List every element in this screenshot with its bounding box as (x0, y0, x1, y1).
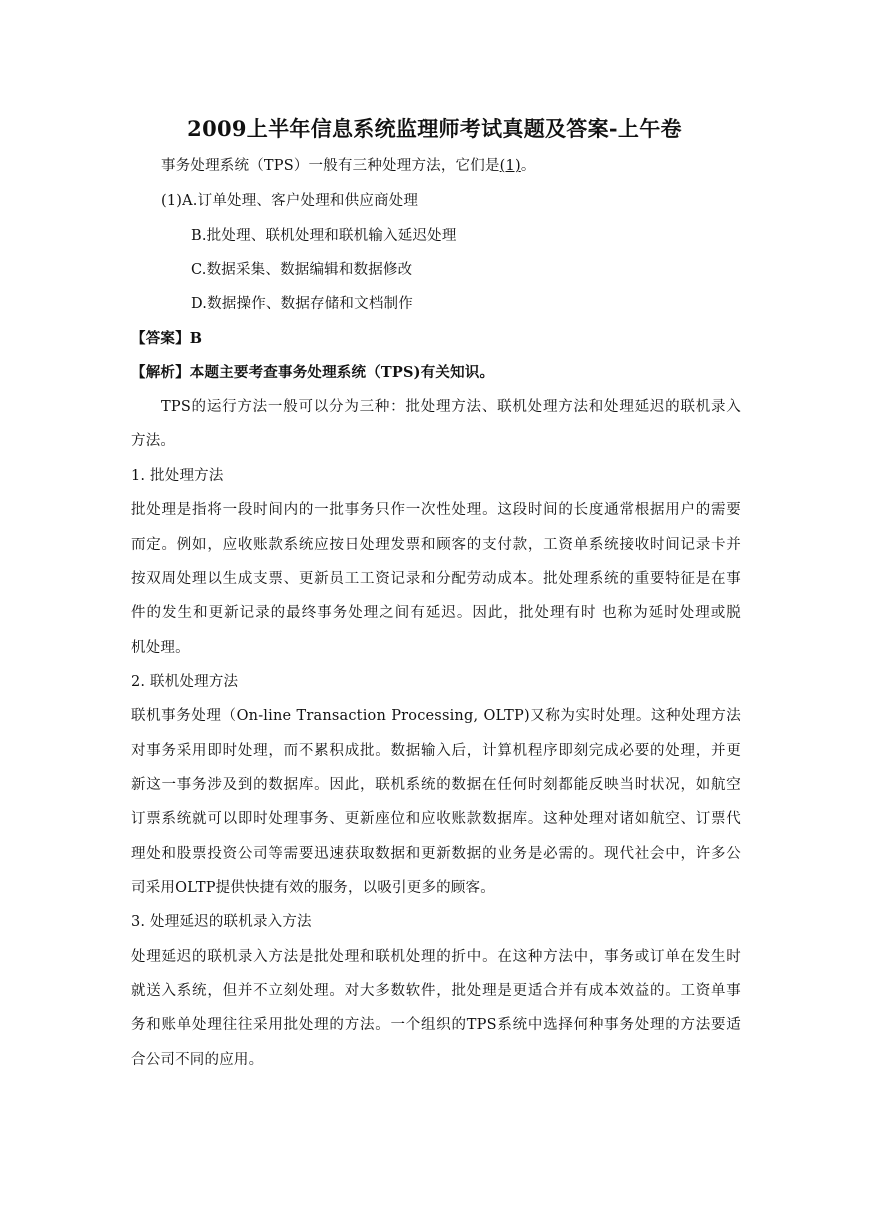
body-line: 处理延迟的联机录入方法是批处理和联机处理的折中。在这种方法中，事务或订单在发生时 (131, 949, 741, 965)
analysis-heading: 【解析】本题主要考查事务处理系统（TPS)有关知识。 (131, 364, 495, 381)
body-line: 件的发生和更新记录的最终事务处理之间有延迟。因此，批处理有时 也称为延时处理或脱 (131, 605, 741, 621)
question-stem (161, 156, 771, 176)
section-heading: 3. 处理延迟的联机录入方法 (131, 914, 312, 930)
option-a: (1)A.订单处理、客户处理和供应商处理 (161, 193, 419, 209)
body-line: 批处理是指将一段时间内的一批事务只作一次性处理。这段时间的长度通常根据用户的需要 (131, 502, 741, 518)
answer-line: 【答案】B (131, 330, 203, 347)
body-line: 联机事务处理（On-line Transaction Processing, OLTP)又称为实时处理。这种处理方法 (131, 708, 741, 724)
option-c: C.数据采集、数据编辑和数据修改 (191, 262, 413, 278)
body-line: 司采用OLTP提供快捷有效的服务，以吸引更多的顾客。 (131, 880, 495, 896)
question-stem-end: 。 (520, 158, 536, 174)
body-line: TPS的运行方法一般可以分为三种：批处理方法、联机处理方法和处理延迟的联机录入 (161, 399, 741, 415)
body-line: 订票系统就可以即时处理事务、更新座位和应收账款数据库。这种处理对诸如航空、订票代 (131, 811, 741, 827)
question-blank: (1) (499, 158, 521, 174)
body-line: 合公司不同的应用。 (131, 1052, 264, 1068)
question-stem-text: 事务处理系统（TPS）一般有三种处理方法，它们是 (161, 158, 500, 174)
body-line: 就送入系统，但并不立刻处理。对大多数软件，批处理是更适合并有成本效益的。工资单事 (131, 983, 741, 999)
body-line: 新这一事务涉及到的数据库。因此，联机系统的数据在任何时刻都能反映当时状况，如航空 (131, 777, 741, 793)
option-d: D.数据操作、数据存储和文档制作 (191, 296, 413, 312)
body-line: 对事务采用即时处理，而不累积成批。数据输入后，计算机程序即刻完成必要的处理，并更 (131, 743, 741, 759)
section-heading: 2. 联机处理方法 (131, 674, 239, 690)
body-line: 方法。 (131, 433, 176, 449)
body-line: 机处理。 (131, 640, 190, 656)
body-line: 按双周处理以生成支票、更新员工工资记录和分配劳动成本。批处理系统的重要特征是在事 (131, 571, 741, 587)
option-b: B.批处理、联机处理和联机输入延迟处理 (191, 228, 457, 244)
section-heading: 1. 批处理方法 (131, 468, 224, 484)
page-title: 2009上半年信息系统监理师考试真题及答案-上午卷 (187, 116, 682, 141)
body-line: 理处和股票投资公司等需要迅速获取数据和更新数据的业务是必需的。现代社会中，许多公 (131, 846, 741, 862)
body-line: 而定。例如，应收账款系统应按日处理发票和顾客的支付款，工资单系统接收时间记录卡并 (131, 537, 741, 553)
body-line: 务和账单处理往往采用批处理的方法。一个组织的TPS系统中选择何种事务处理的方法要适 (131, 1017, 741, 1033)
